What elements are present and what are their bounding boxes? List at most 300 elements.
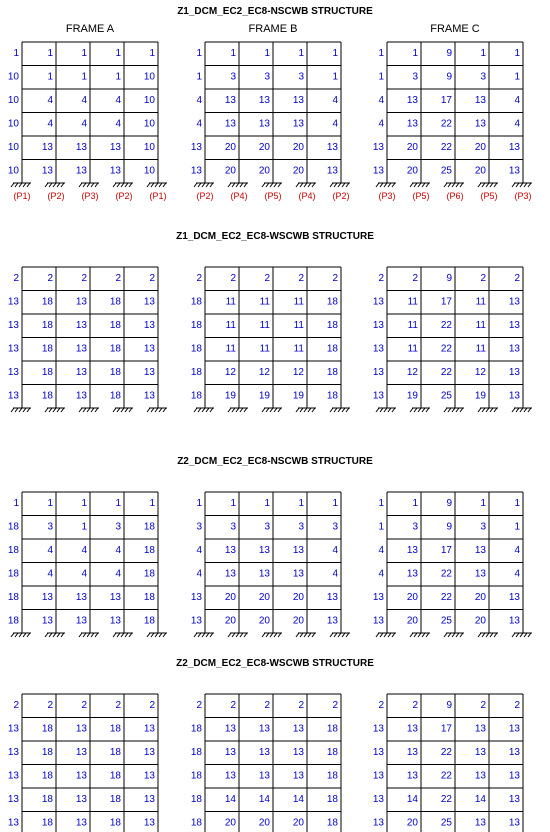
support-hatch — [444, 183, 447, 187]
column-value: 19 — [474, 390, 486, 402]
column-type-label: (P3) — [81, 191, 99, 201]
support-hatch — [418, 183, 421, 187]
column-value: 13 — [372, 723, 384, 735]
column-value: 13 — [75, 747, 87, 758]
column-value: 20 — [258, 592, 270, 603]
column-value: 2 — [264, 273, 270, 284]
support-hatch — [121, 408, 124, 412]
column-value: 20 — [406, 142, 418, 153]
column-value: 2 — [514, 700, 520, 711]
support-hatch — [198, 408, 201, 412]
support-hatch — [414, 183, 417, 187]
support-hatch — [388, 183, 391, 187]
column-value: 13 — [224, 747, 236, 758]
column-value: 2 — [514, 273, 520, 284]
column-value: 1 — [230, 498, 236, 509]
column-value: 4 — [196, 545, 202, 556]
support-hatch — [125, 183, 128, 187]
column-value: 13 — [508, 296, 520, 308]
column-value: 13 — [143, 320, 155, 331]
column-value: 18 — [109, 817, 121, 829]
column-value: 18 — [109, 320, 121, 331]
column-value: 4 — [81, 545, 87, 556]
column-value: 13 — [372, 390, 384, 402]
support-hatch — [388, 408, 391, 412]
support-hatch — [456, 633, 459, 637]
column-value: 4 — [378, 568, 384, 580]
column-value: 13 — [143, 296, 155, 308]
support-hatch — [494, 183, 497, 187]
support-hatch — [57, 183, 60, 187]
support-hatch — [338, 183, 341, 187]
support-hatch — [296, 183, 299, 187]
support-hatch — [151, 183, 154, 187]
column-value: 3 — [264, 71, 270, 83]
column-type-label: (P2) — [115, 191, 133, 201]
column-value: 13 — [372, 320, 384, 331]
support-hatch — [342, 633, 345, 637]
support-hatch — [262, 633, 265, 637]
column-value: 20 — [406, 165, 418, 177]
column-value: 13 — [224, 118, 236, 130]
column-value: 3 — [115, 521, 121, 533]
support-hatch — [159, 633, 162, 637]
support-hatch — [83, 183, 86, 187]
column-value: 18 — [7, 521, 19, 533]
column-value: 13 — [326, 165, 338, 177]
column-value: 18 — [326, 770, 338, 782]
support-hatch — [410, 633, 413, 637]
support-hatch — [490, 633, 493, 637]
support-hatch — [376, 183, 379, 187]
column-value: 13 — [109, 165, 121, 177]
column-value: 13 — [75, 165, 87, 177]
column-value: 13 — [224, 545, 236, 556]
column-value: 18 — [41, 794, 53, 805]
support-hatch — [312, 183, 315, 187]
support-hatch — [19, 183, 22, 187]
column-value: 17 — [440, 545, 452, 556]
column-type-label: (P1) — [149, 191, 167, 201]
column-value: 25 — [440, 165, 452, 177]
support-hatch — [202, 408, 205, 412]
support-hatch — [300, 408, 303, 412]
support-hatch — [57, 633, 60, 637]
support-hatch — [236, 633, 239, 637]
support-hatch — [414, 633, 417, 637]
support-hatch — [163, 633, 166, 637]
column-value: 18 — [109, 770, 121, 782]
column-value: 3 — [298, 71, 304, 83]
column-value: 13 — [508, 615, 520, 627]
support-hatch — [528, 633, 531, 637]
column-value: 14 — [406, 794, 418, 805]
column-type-label: (P3) — [514, 191, 532, 201]
support-hatch — [274, 408, 277, 412]
column-value: 9 — [446, 498, 452, 509]
support-hatch — [414, 408, 417, 412]
column-value: 18 — [143, 521, 155, 533]
support-hatch — [380, 183, 383, 187]
support-hatch — [240, 408, 243, 412]
column-value: 1 — [264, 48, 270, 59]
column-value: 18 — [7, 615, 19, 627]
column-type-label: (P5) — [412, 191, 430, 201]
column-value: 13 — [508, 817, 520, 829]
column-value: 13 — [109, 592, 121, 603]
support-hatch — [278, 408, 281, 412]
support-hatch — [346, 633, 349, 637]
column-value: 1 — [81, 48, 87, 59]
column-value: 13 — [292, 118, 304, 130]
column-value: 13 — [474, 770, 486, 782]
column-value: 18 — [41, 747, 53, 758]
column-value: 22 — [440, 747, 452, 758]
column-value: 13 — [75, 817, 87, 829]
column-value: 1 — [47, 71, 53, 83]
support-hatch — [129, 408, 132, 412]
column-value: 13 — [372, 343, 384, 355]
column-value: 18 — [190, 770, 202, 782]
support-hatch — [460, 183, 463, 187]
block-title: Z2_DCM_EC2_EC8-NSCWB STRUCTURE — [177, 456, 373, 467]
support-hatch — [524, 408, 527, 412]
column-value: 1 — [13, 498, 19, 509]
column-value: 9 — [446, 48, 452, 59]
column-value: 19 — [292, 390, 304, 402]
support-hatch — [422, 183, 425, 187]
support-hatch — [418, 633, 421, 637]
support-hatch — [236, 183, 239, 187]
column-value: 1 — [149, 498, 155, 509]
support-hatch — [262, 408, 265, 412]
support-hatch — [304, 183, 307, 187]
column-value: 12 — [474, 367, 486, 378]
column-value: 18 — [41, 367, 53, 378]
support-hatch — [202, 183, 205, 187]
support-hatch — [482, 633, 485, 637]
column-value: 1 — [332, 48, 338, 59]
column-value: 13 — [508, 343, 520, 355]
column-value: 2 — [480, 700, 486, 711]
column-value: 18 — [326, 747, 338, 758]
support-hatch — [520, 408, 523, 412]
support-hatch — [304, 408, 307, 412]
column-value: 13 — [406, 723, 418, 735]
support-hatch — [270, 633, 273, 637]
column-value: 4 — [81, 118, 87, 130]
column-value: 20 — [258, 615, 270, 627]
column-type-label: (P5) — [480, 191, 498, 201]
support-hatch — [228, 408, 231, 412]
support-hatch — [159, 183, 162, 187]
support-hatch — [520, 633, 523, 637]
column-value: 4 — [81, 568, 87, 580]
column-value: 14 — [292, 794, 304, 805]
column-value: 13 — [292, 770, 304, 782]
column-value: 18 — [109, 367, 121, 378]
column-value: 11 — [475, 296, 486, 308]
column-value: 11 — [225, 320, 236, 331]
column-value: 1 — [115, 48, 121, 59]
support-hatch — [490, 183, 493, 187]
column-value: 2 — [332, 700, 338, 711]
support-hatch — [482, 183, 485, 187]
support-hatch — [448, 408, 451, 412]
support-hatch — [478, 633, 481, 637]
column-value: 1 — [47, 48, 53, 59]
support-hatch — [376, 408, 379, 412]
support-hatch — [121, 633, 124, 637]
column-value: 4 — [514, 95, 520, 106]
column-value: 4 — [378, 118, 384, 130]
support-hatch — [45, 183, 48, 187]
column-value: 13 — [109, 142, 121, 153]
column-value: 1 — [514, 498, 520, 509]
support-hatch — [452, 408, 455, 412]
column-value: 13 — [326, 142, 338, 153]
column-value: 4 — [514, 568, 520, 580]
column-value: 9 — [446, 521, 452, 533]
column-value: 18 — [109, 343, 121, 355]
support-hatch — [240, 633, 243, 637]
column-value: 11 — [407, 343, 418, 355]
column-value: 1 — [514, 521, 520, 533]
column-value: 13 — [143, 747, 155, 758]
support-hatch — [392, 633, 395, 637]
support-hatch — [342, 183, 345, 187]
support-hatch — [482, 408, 485, 412]
column-value: 13 — [7, 794, 19, 805]
support-hatch — [516, 183, 519, 187]
column-value: 22 — [440, 592, 452, 603]
column-type-label: (P1) — [13, 191, 31, 201]
column-value: 13 — [224, 770, 236, 782]
column-value: 3 — [196, 521, 202, 533]
column-value: 1 — [378, 498, 384, 509]
support-hatch — [422, 633, 425, 637]
column-value: 20 — [292, 142, 304, 153]
column-value: 1 — [115, 71, 121, 83]
support-hatch — [308, 408, 311, 412]
column-value: 3 — [412, 71, 418, 83]
column-value: 18 — [109, 723, 121, 735]
support-hatch — [330, 408, 333, 412]
column-value: 18 — [326, 367, 338, 378]
column-value: 3 — [230, 521, 236, 533]
frame-title: FRAME C — [430, 23, 480, 35]
column-value: 11 — [259, 343, 270, 355]
column-value: 13 — [508, 142, 520, 153]
column-value: 20 — [292, 817, 304, 829]
support-hatch — [262, 183, 265, 187]
column-value: 13 — [372, 142, 384, 153]
column-value: 18 — [143, 592, 155, 603]
support-hatch — [516, 633, 519, 637]
support-hatch — [392, 183, 395, 187]
support-hatch — [460, 408, 463, 412]
support-hatch — [11, 633, 14, 637]
support-hatch — [87, 408, 90, 412]
column-value: 13 — [372, 770, 384, 782]
support-hatch — [266, 183, 269, 187]
support-hatch — [95, 408, 98, 412]
support-hatch — [79, 408, 82, 412]
support-hatch — [95, 633, 98, 637]
column-value: 13 — [258, 118, 270, 130]
support-hatch — [23, 183, 26, 187]
support-hatch — [512, 633, 515, 637]
column-value: 18 — [190, 390, 202, 402]
support-hatch — [418, 408, 421, 412]
column-value: 1 — [115, 498, 121, 509]
column-value: 20 — [258, 165, 270, 177]
column-value: 2 — [264, 700, 270, 711]
support-hatch — [232, 408, 235, 412]
column-value: 1 — [149, 48, 155, 59]
support-hatch — [338, 633, 341, 637]
column-value: 13 — [508, 770, 520, 782]
column-value: 13 — [406, 545, 418, 556]
support-hatch — [512, 183, 515, 187]
column-value: 1 — [480, 498, 486, 509]
support-hatch — [334, 408, 337, 412]
column-value: 4 — [196, 118, 202, 130]
support-hatch — [61, 408, 64, 412]
column-value: 18 — [41, 343, 53, 355]
support-hatch — [266, 408, 269, 412]
support-hatch — [117, 633, 120, 637]
support-hatch — [380, 408, 383, 412]
column-value: 13 — [474, 545, 486, 556]
column-value: 4 — [332, 95, 338, 106]
column-value: 1 — [81, 71, 87, 83]
column-value: 4 — [115, 118, 121, 130]
column-value: 13 — [143, 770, 155, 782]
column-value: 20 — [224, 817, 236, 829]
support-hatch — [206, 408, 209, 412]
column-value: 13 — [7, 296, 19, 308]
column-value: 18 — [190, 367, 202, 378]
support-hatch — [155, 183, 158, 187]
column-value: 2 — [230, 273, 236, 284]
column-value: 10 — [7, 142, 19, 153]
column-value: 9 — [446, 273, 452, 284]
column-value: 20 — [406, 592, 418, 603]
column-value: 13 — [406, 95, 418, 106]
column-value: 13 — [406, 747, 418, 758]
column-value: 13 — [508, 367, 520, 378]
column-value: 13 — [258, 95, 270, 106]
column-value: 9 — [446, 700, 452, 711]
column-value: 4 — [47, 118, 53, 130]
support-hatch — [91, 183, 94, 187]
column-value: 18 — [109, 390, 121, 402]
column-value: 13 — [75, 770, 87, 782]
column-value: 13 — [326, 615, 338, 627]
column-value: 18 — [326, 320, 338, 331]
column-value: 2 — [230, 700, 236, 711]
column-value: 20 — [406, 615, 418, 627]
column-value: 13 — [372, 296, 384, 308]
support-hatch — [388, 633, 391, 637]
support-hatch — [159, 408, 162, 412]
column-value: 12 — [224, 367, 236, 378]
column-value: 13 — [292, 545, 304, 556]
column-value: 2 — [298, 273, 304, 284]
column-value: 13 — [75, 615, 87, 627]
column-value: 18 — [143, 545, 155, 556]
column-value: 13 — [406, 770, 418, 782]
column-value: 18 — [190, 343, 202, 355]
column-value: 10 — [143, 142, 155, 153]
support-hatch — [15, 408, 18, 412]
column-value: 2 — [115, 273, 121, 284]
column-value: 13 — [292, 747, 304, 758]
column-value: 2 — [298, 700, 304, 711]
column-value: 13 — [7, 343, 19, 355]
column-value: 20 — [224, 142, 236, 153]
column-value: 4 — [115, 545, 121, 556]
support-hatch — [117, 183, 120, 187]
support-hatch — [95, 183, 98, 187]
column-value: 22 — [440, 568, 452, 580]
column-value: 13 — [474, 95, 486, 106]
column-value: 1 — [480, 48, 486, 59]
support-hatch — [27, 408, 30, 412]
support-hatch — [11, 408, 14, 412]
column-value: 4 — [81, 95, 87, 106]
column-value: 3 — [412, 521, 418, 533]
support-hatch — [308, 633, 311, 637]
block-title: Z1_DCM_EC2_EC8-WSCWB STRUCTURE — [176, 231, 374, 242]
column-value: 13 — [143, 817, 155, 829]
column-value: 22 — [440, 320, 452, 331]
column-value: 4 — [332, 118, 338, 130]
column-value: 13 — [7, 390, 19, 402]
column-value: 12 — [258, 367, 270, 378]
column-type-label: (P3) — [378, 191, 396, 201]
column-value: 22 — [440, 770, 452, 782]
block-title: Z2_DCM_EC2_EC8-WSCWB STRUCTURE — [176, 658, 374, 669]
support-hatch — [494, 633, 497, 637]
column-value: 10 — [7, 71, 19, 83]
support-hatch — [49, 408, 52, 412]
column-value: 13 — [258, 723, 270, 735]
column-value: 11 — [407, 296, 418, 308]
support-hatch — [478, 408, 481, 412]
column-value: 11 — [293, 320, 304, 331]
column-value: 22 — [440, 367, 452, 378]
column-value: 17 — [440, 95, 452, 106]
column-value: 1 — [47, 498, 53, 509]
column-value: 13 — [75, 367, 87, 378]
support-hatch — [422, 408, 425, 412]
support-hatch — [300, 183, 303, 187]
column-value: 20 — [224, 592, 236, 603]
column-value: 18 — [326, 343, 338, 355]
column-value: 2 — [332, 273, 338, 284]
support-hatch — [426, 408, 429, 412]
column-value: 13 — [474, 568, 486, 580]
support-hatch — [516, 408, 519, 412]
support-hatch — [19, 633, 22, 637]
column-value: 13 — [190, 142, 202, 153]
column-value: 22 — [440, 142, 452, 153]
support-hatch — [210, 183, 213, 187]
support-hatch — [117, 408, 120, 412]
column-value: 19 — [406, 390, 418, 402]
